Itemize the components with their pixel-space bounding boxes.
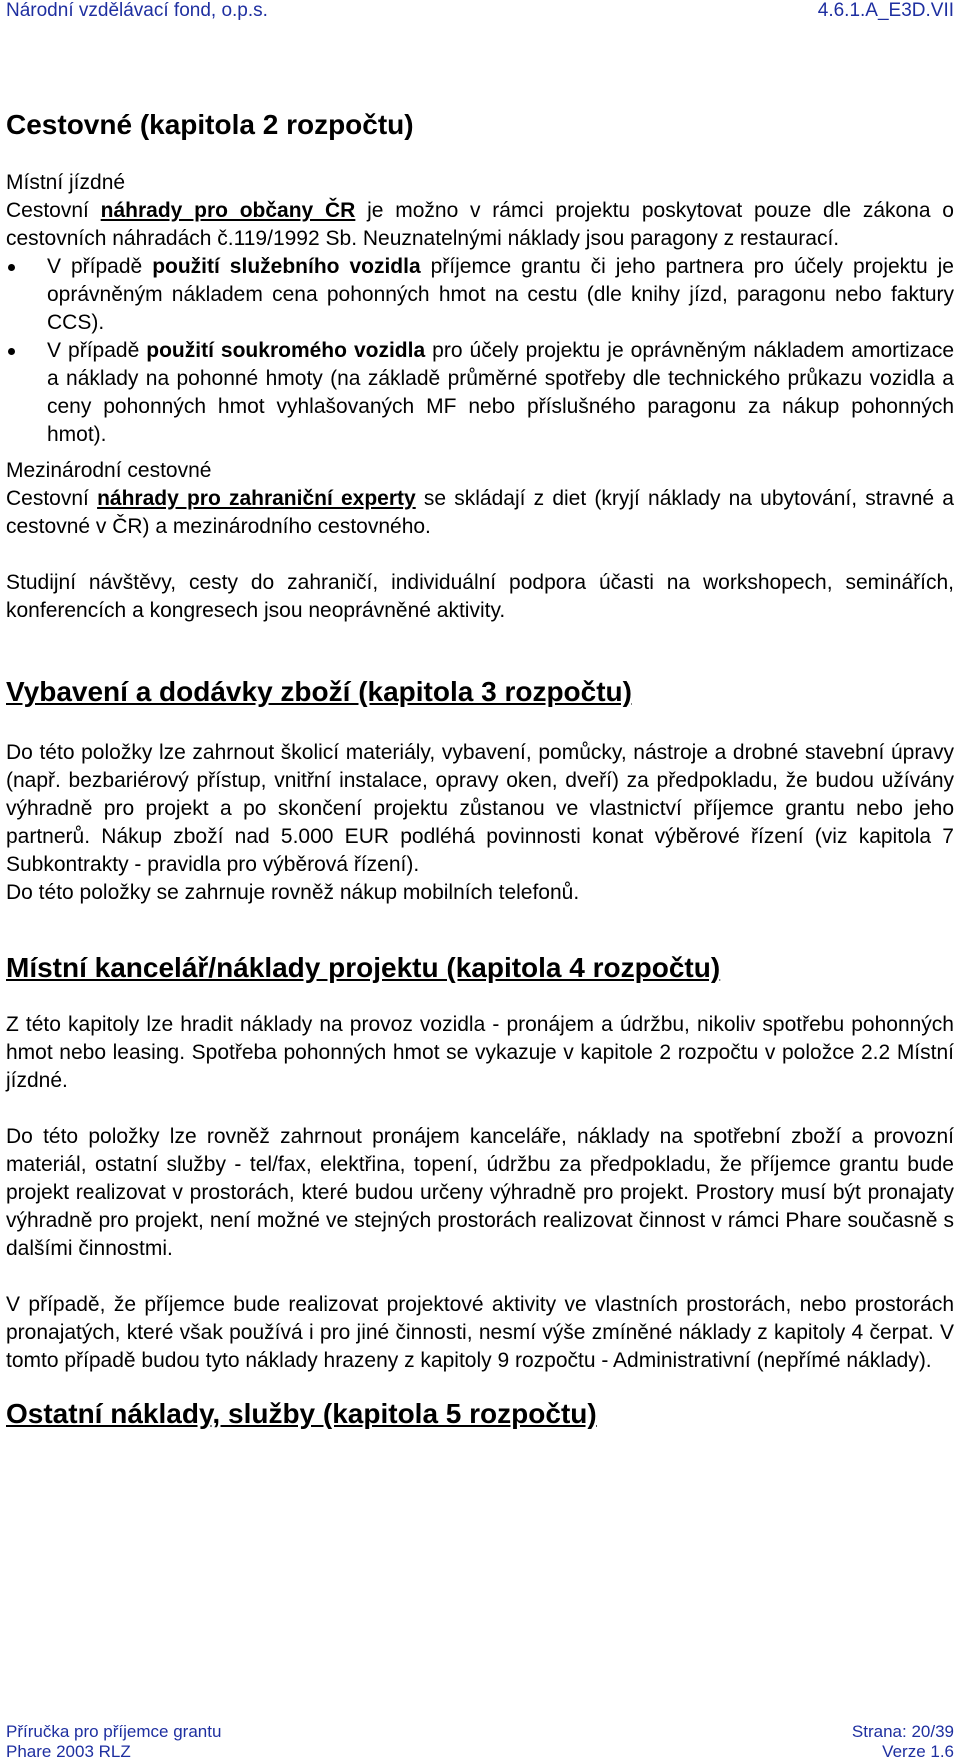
header-organization: Národní vzdělávací fond, o.p.s. — [6, 0, 268, 21]
bullet-list-vehicles — [6, 253, 954, 449]
subheading-international-travel: Mezinárodní cestovné — [6, 459, 212, 482]
paragraph-own-premises: V případě, že příjemce bude realizovat projektové aktivity ve vlastních prostorách, nebo prostorách pronajatých, které však používá i pro jiné činnosti, nesmí výše zmíněné náklady z kapitoly 4 čerpat. V tomto případě budou tyto náklady hrazeny z kapitoly 9 rozpočtu - Administrativní (nepřímé náklady). — [6, 1293, 954, 1372]
paragraph-ineligible-activities: Studijní návštěvy, cesty do zahraničí, individuální podpora účasti na workshopech, seminářích, konferencích a kongresech jsou neoprávněné aktivity. — [6, 571, 954, 622]
footer-version: Verze 1.6 — [882, 1742, 954, 1761]
emphasis-experts: náhrady pro zahraniční experty — [97, 487, 416, 510]
list-item: V případě použití služebního vozidla příjemce grantu či jeho partnera pro účely projektu je oprávněným nákladem cena pohonných hmot na cestu (dle knihy jízd, paragonu nebo faktury CCS). — [47, 255, 954, 334]
footer-program: Phare 2003 RLZ — [6, 1742, 131, 1761]
document-body — [6, 108, 954, 1431]
section-title-ostatni: Ostatní náklady, služby (kapitola 5 rozpočtu) — [6, 1398, 597, 1429]
page-header — [6, 0, 954, 32]
paragraph-local-travel: Cestovní náhrady pro občany ČR je možno v rámci projektu poskytovat pouze dle zákona o cestovních náhradách č.119/1992 Sb. Neuznatelnými náklady jsou paragony z restaurací. — [6, 199, 954, 250]
section-title-vybaveni: Vybavení a dodávky zboží (kapitola 3 rozpočtu) — [6, 676, 632, 707]
paragraph-equipment: Do této položky lze zahrnout školicí materiály, vybavení, pomůcky, nástroje a drobné stavební úpravy (např. bezbariérový přístup, vnitřní instalace, opravy oken, dveří) za předpokladu, že budou užívány výhradně pro projekt a po skončení projektu zůstanou ve vlastnictví příjemce grantu nebo jeho partnerů. Nákup zboží nad 5.000 EUR podléhá povinnosti konat výběrové řízení (viz kapitola 7 Subkontrakty - pravidla pro výběrová řízení). — [6, 741, 954, 876]
list-item: V případě použití soukromého vozidla pro účely projektu je oprávněným nákladem amortizace a náklady na pohonné hmoty (na základě průměrné spotřeby dle technického průkazu vozidla a ceny pohonných hmot vyhlašovaných MF nebo příslušného paragonu za nákup pohonných hmot). — [47, 339, 954, 446]
header-document-code: 4.6.1.A_E3D.VII — [817, 0, 954, 21]
section-title-kancelar: Místní kancelář/náklady projektu (kapitola 4 rozpočtu) — [6, 952, 721, 983]
paragraph-mobile-phones: Do této položky se zahrnuje rovněž nákup mobilních telefonů. — [6, 881, 580, 904]
footer-page-number: Strana: 20/39 — [851, 1722, 954, 1741]
subheading-local-travel: Místní jízdné — [6, 171, 126, 194]
paragraph-office-rent: Do této položky lze rovněž zahrnout pronájem kanceláře, náklady na spotřební zboží a provozní materiál, ostatní služby - tel/fax, elektřina, topení, údržbu za předpokladu, že příjemce grantu bude projekt realizovat v prostorách, které budou určeny výhradně pro projekt. Prostory musí být pronajaty výhradně pro projekt, není možné ve stejných prostorách realizovat činnost v rámci Phare současně s dalšími činnostmi. — [6, 1125, 954, 1260]
paragraph-international-travel: Cestovní náhrady pro zahraniční experty se skládají z diet (kryjí náklady na ubytování, stravné a cestovné v ČR) a mezinárodního cestovného. — [6, 487, 954, 538]
emphasis-citizens: náhrady pro občany ČR — [100, 199, 356, 222]
section-title-cestovne: Cestovné (kapitola 2 rozpočtu) — [6, 109, 414, 140]
paragraph-vehicle-costs: Z této kapitoly lze hradit náklady na provoz vozidla - pronájem a údržbu, nikoliv spotřebu pohonných hmot nebo leasing. Spotřeba pohonných hmot se vykazuje v kapitole 2 rozpočtu v položce 2.2 Místní jízdné. — [6, 1013, 954, 1092]
footer-manual-title: Příručka pro příjemce grantu — [6, 1722, 222, 1741]
page-footer — [6, 1722, 954, 1762]
